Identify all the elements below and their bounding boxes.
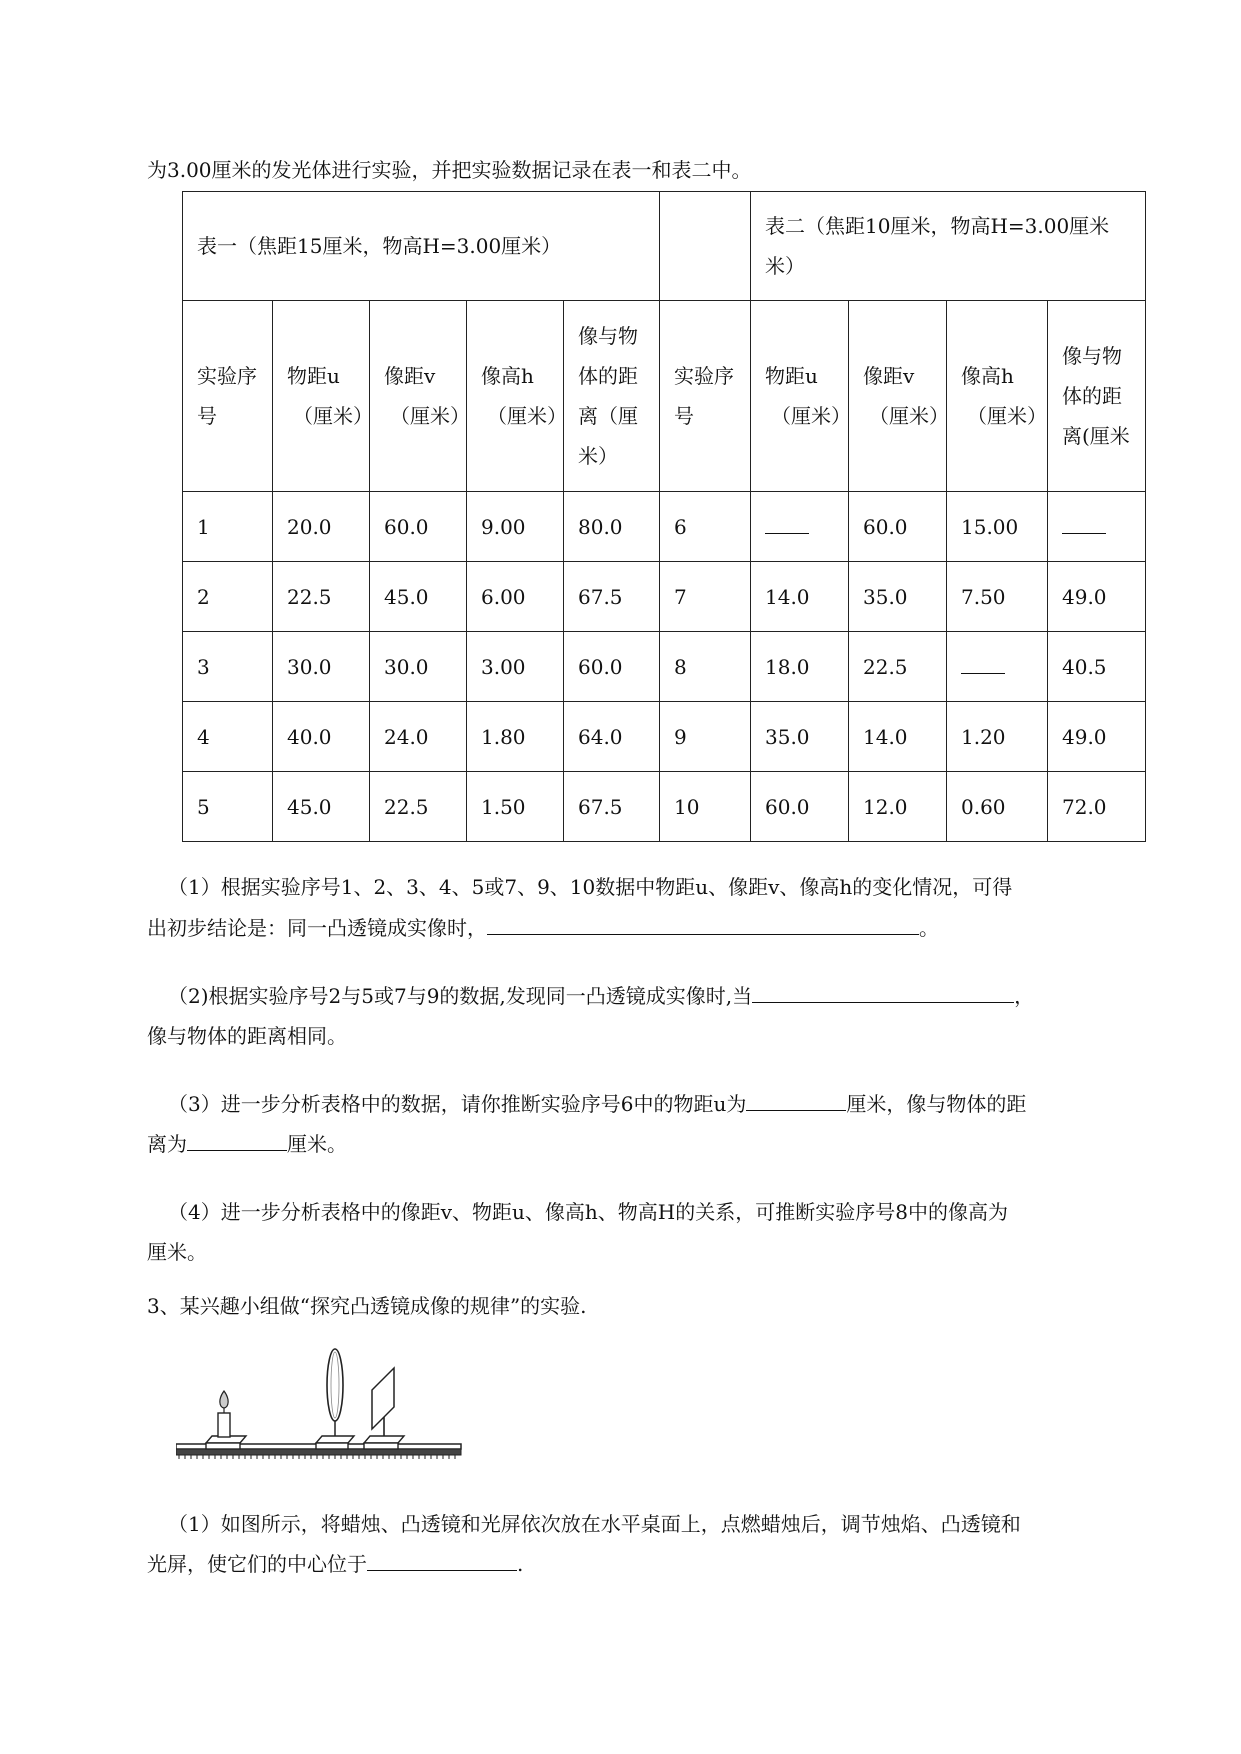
table-cell: 64.0 (564, 702, 660, 772)
table-cell: 4 (183, 702, 273, 772)
table-cell (947, 632, 1048, 702)
p3q1-line1: （1）如图所示，将蜡烛、凸透镜和光屏依次放在水平桌面上，点燃蜡烛后，调节烛焰、凸透镜和 (168, 1512, 1021, 1536)
table-cell: 40.5 (1048, 632, 1146, 702)
table2-title-line2: 米） (765, 254, 805, 278)
convex-lens-icon (316, 1349, 354, 1449)
table-cell (751, 492, 849, 562)
table-cell: 49.0 (1048, 702, 1146, 772)
q3-line1-text: （3）进一步分析表格中的数据，请你推断实验序号6中的物距u为 (168, 1092, 747, 1116)
table-cell: 72.0 (1048, 772, 1146, 842)
header-cell: 物距u （厘米） (751, 301, 849, 492)
header-cell: 像距v （厘米） (849, 301, 947, 492)
table-cell: 60.0 (370, 492, 467, 562)
table-cell: 12.0 (849, 772, 947, 842)
table-row (183, 562, 1146, 632)
table-cell: 49.0 (1048, 562, 1146, 632)
q2-line1 (168, 982, 1034, 1010)
header-cell: 像距v （厘米） (370, 301, 467, 492)
q3-line1-end: 厘米，像与物体的距 (846, 1092, 1027, 1116)
table2-title-line1: 表二（焦距10厘米，物高H=3.00厘米 (765, 214, 1110, 238)
q1-answer-blank[interactable] (487, 914, 919, 935)
table-cell: 3.00 (467, 632, 564, 702)
q2-line1-end: ， (1014, 984, 1035, 1008)
table-cell: 35.0 (751, 702, 849, 772)
table-cell: 1.20 (947, 702, 1048, 772)
table-cell: 15.00 (947, 492, 1048, 562)
table-cell: 24.0 (370, 702, 467, 772)
table-cell: 60.0 (849, 492, 947, 562)
table-row (183, 632, 1146, 702)
missing-value-blank[interactable] (1062, 513, 1106, 534)
table-cell: 22.5 (273, 562, 370, 632)
q2-line1-text: （2)根据实验序号2与5或7与9的数据,发现同一凸透镜成实像时,当 (168, 984, 753, 1008)
table-cell: 45.0 (370, 562, 467, 632)
table-cell: 45.0 (273, 772, 370, 842)
table-cell: 5 (183, 772, 273, 842)
q3-line1 (168, 1090, 1026, 1118)
q1-line2-text: 出初步结论是：同一凸透镜成实像时， (147, 916, 487, 940)
problem3-heading: 3、某兴趣小组做“探究凸透镜成像的规律”的实验. (147, 1294, 587, 1318)
table-cell: 9.00 (467, 492, 564, 562)
table-cell: 0.60 (947, 772, 1048, 842)
table-cell: 3 (183, 632, 273, 702)
header-cell: 像高h （厘米） (947, 301, 1048, 492)
q3-line2-end: 厘米。 (287, 1132, 347, 1156)
table-cell: 60.0 (751, 772, 849, 842)
missing-value-blank[interactable] (765, 513, 809, 534)
q3-line2-text: 离为 (147, 1132, 187, 1156)
table-cell: 20.0 (273, 492, 370, 562)
table-cell: 35.0 (849, 562, 947, 632)
table-cell: 14.0 (849, 702, 947, 772)
p3q1-line2 (147, 1550, 523, 1578)
table-row (183, 702, 1146, 772)
table-cell: 8 (660, 632, 751, 702)
q4-line1: （4）进一步分析表格中的像距v、物距u、像高h、物高H的关系，可推断实验序号8中的像高为 (168, 1200, 1008, 1224)
table-cell: 1 (183, 492, 273, 562)
table-cell: 60.0 (564, 632, 660, 702)
light-screen-icon (364, 1368, 404, 1449)
header-cell: 像高h （厘米） (467, 301, 564, 492)
table-cell: 9 (660, 702, 751, 772)
table-spacer-cell (660, 192, 751, 301)
table-cell: 6.00 (467, 562, 564, 632)
table-cell: 6 (660, 492, 751, 562)
header-row (183, 301, 1146, 492)
table-cell: 18.0 (751, 632, 849, 702)
header-cell: 像与物 体的距 离（厘 米） (564, 301, 660, 492)
table-cell: 80.0 (564, 492, 660, 562)
table-cell: 10 (660, 772, 751, 842)
table-cell: 67.5 (564, 562, 660, 632)
table-cell: 40.0 (273, 702, 370, 772)
lens-experiment-figure (176, 1315, 466, 1480)
table-cell: 7.50 (947, 562, 1048, 632)
table-row (183, 492, 1146, 562)
table-cell: 2 (183, 562, 273, 632)
header-cell: 实验序 号 (183, 301, 273, 492)
intro-line: 为3.00厘米的发光体进行实验，并把实验数据记录在表一和表二中。 (147, 158, 752, 182)
q1-line1: （1）根据实验序号1、2、3、4、5或7、9、10数据中物距u、像距v、像高h的变化情况，可得 (168, 875, 1013, 899)
p3q1-line2-end: . (517, 1552, 524, 1576)
candle-icon (206, 1391, 246, 1449)
table-cell: 7 (660, 562, 751, 632)
q2-line2: 像与物体的距离相同。 (147, 1024, 347, 1048)
table-cell: 1.80 (467, 702, 564, 772)
data-table (182, 191, 1146, 842)
table-cell: 67.5 (564, 772, 660, 842)
missing-value-blank[interactable] (961, 653, 1005, 674)
table-cell: 14.0 (751, 562, 849, 632)
table-cell (1048, 492, 1146, 562)
table-row (183, 772, 1146, 842)
header-cell: 物距u （厘米） (273, 301, 370, 492)
q1-line2 (147, 914, 939, 942)
p3q1-line2-text: 光屏，使它们的中心位于 (147, 1552, 367, 1576)
q4-line2: 厘米。 (147, 1240, 207, 1264)
table-cell: 30.0 (273, 632, 370, 702)
q2-answer-blank[interactable] (752, 982, 1014, 1003)
q1-line2-end: 。 (919, 916, 939, 940)
q3-line2 (147, 1130, 347, 1158)
table-cell: 1.50 (467, 772, 564, 842)
q3-image-distance-blank[interactable] (187, 1130, 287, 1151)
table2-title (751, 192, 1146, 301)
header-cell: 像与物 体的距 离(厘米 (1048, 301, 1146, 492)
q3-distance-blank[interactable] (746, 1090, 846, 1111)
table1-title: 表一（焦距15厘米，物高H=3.00厘米） (183, 192, 660, 301)
p3q1-answer-blank[interactable] (367, 1550, 517, 1571)
table-cell: 22.5 (370, 772, 467, 842)
header-cell: 实验序 号 (660, 301, 751, 492)
table-cell: 22.5 (849, 632, 947, 702)
table-cell: 30.0 (370, 632, 467, 702)
